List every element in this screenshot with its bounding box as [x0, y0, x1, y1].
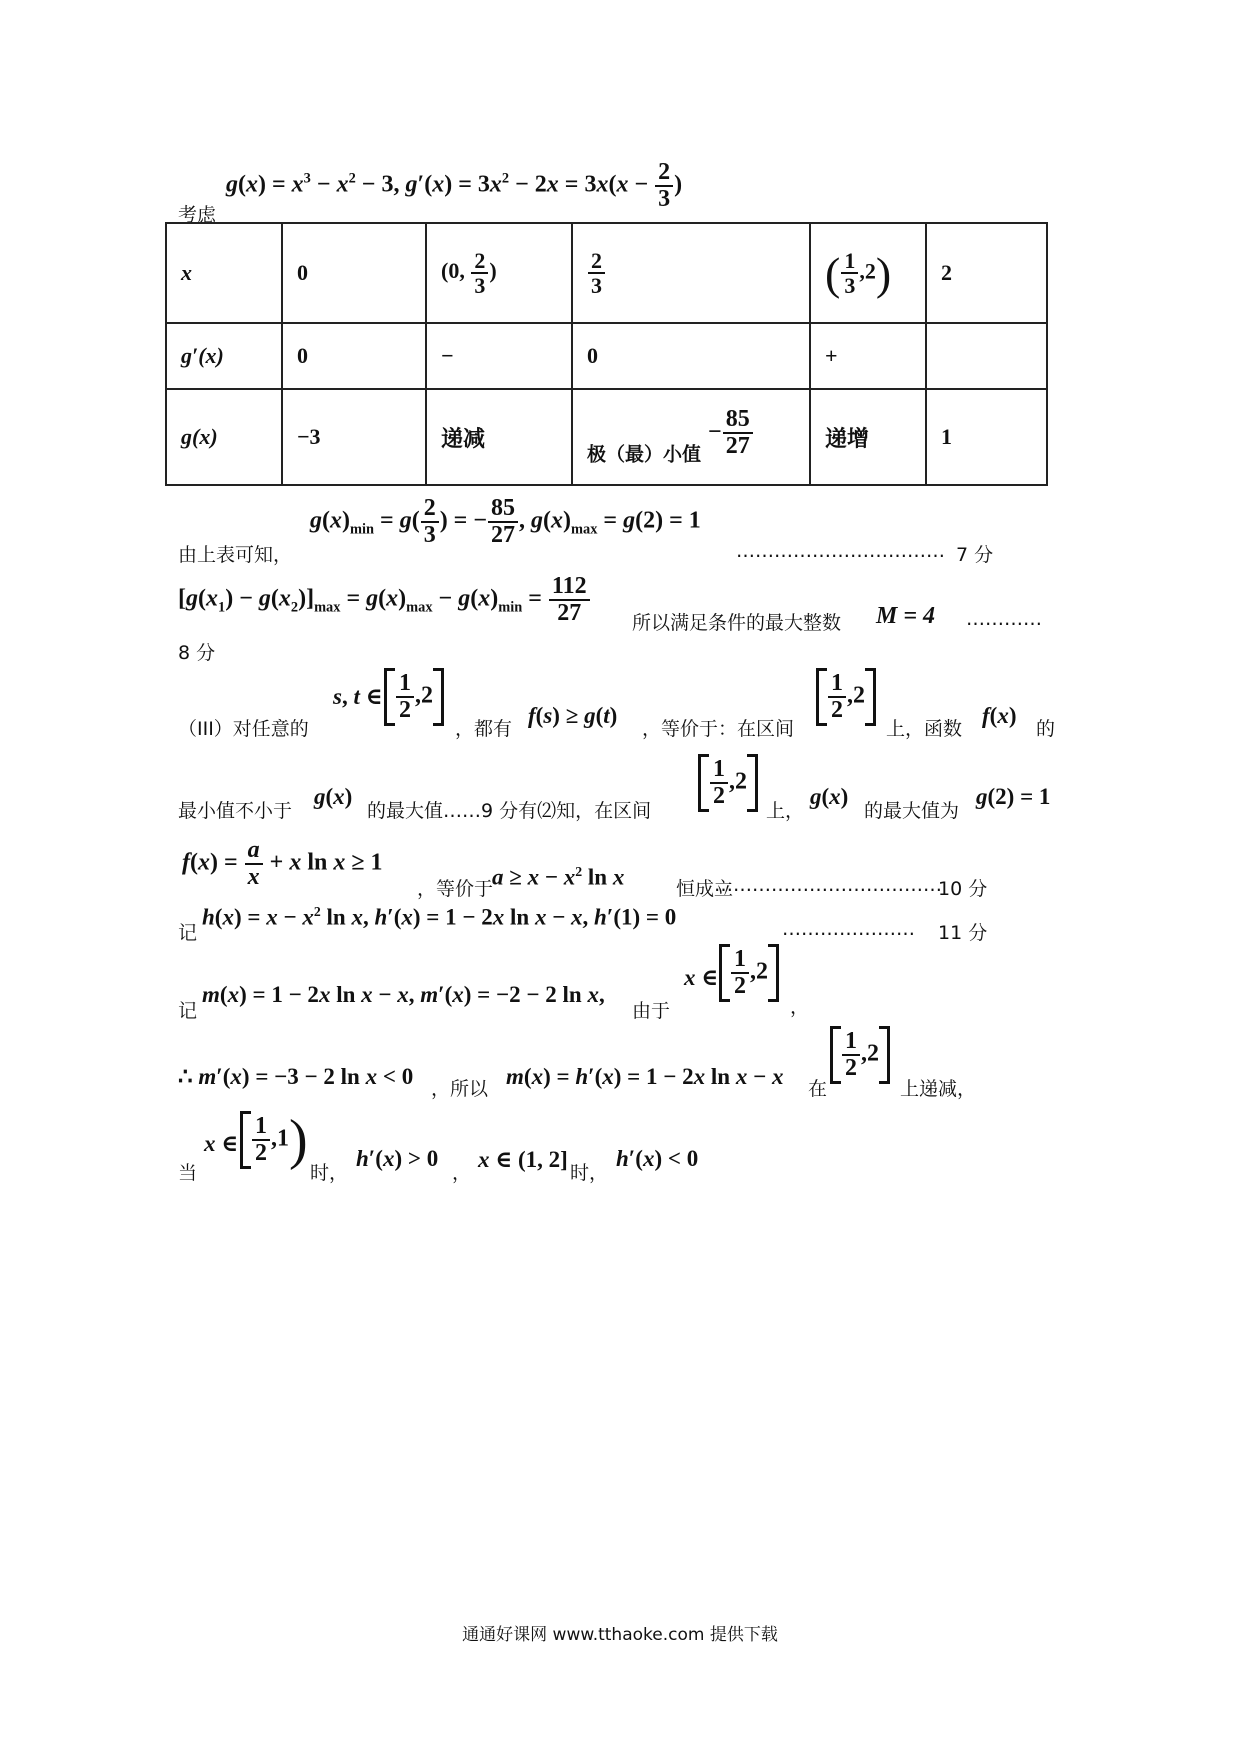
interval-half-2-d: $\frac{1}{2}$ ,2: [719, 944, 779, 1002]
table-head-g: g(x): [166, 389, 282, 485]
part3-t3: 上，函数: [886, 718, 963, 740]
part3-t1: ，都有: [455, 718, 513, 740]
part3-suoyi: ，所以: [431, 1078, 489, 1100]
hprime-pos: h′(x) > 0: [356, 1146, 439, 1171]
part3-ji2: 记: [178, 1000, 198, 1022]
part3-score11: 11 分: [938, 922, 988, 944]
interval-half-1: $\frac{1}{2}$ ,1): [240, 1108, 308, 1172]
table-cell-min: 极（最）小值 − $\frac{85}{27}$: [572, 389, 810, 485]
interval-half-2-b: $\frac{1}{2}$ ,2: [816, 668, 876, 726]
part3-youyu: 由于: [632, 1000, 671, 1022]
part3-t10: 恒成立: [676, 878, 734, 900]
part3-dijian: 上递减，: [900, 1078, 977, 1100]
line2-text: 所以满足条件的最大整数: [632, 612, 842, 634]
table-cell: +: [810, 323, 926, 389]
part3-dang: 当: [178, 1162, 198, 1184]
f-x-a: f(x): [982, 703, 1017, 728]
table-cell: 2: [926, 223, 1047, 323]
table-row-gprime: [166, 323, 1047, 389]
dots-10: ………………………………: [714, 874, 942, 896]
f-x-def: f(x) = $\frac{a}{x}$ + x ln x ≥ 1: [182, 837, 383, 891]
table-row-g: [166, 389, 1047, 485]
m-eq-hprime: m(x) = h′(x) = 1 − 2x ln x − x: [506, 1064, 784, 1089]
table-cell: (0, $\frac{2}{3}$ ): [426, 223, 572, 323]
table-cell: ( $\frac{1}{3}$ ,2): [810, 223, 926, 323]
part3-ji1: 记: [178, 922, 198, 944]
line1-formula: $g(x)_{min} = g$( $\frac{2}{3}$ ) = − $\frac{85}{27}$ , $g(x)_{max} = g(2) = 1$: [310, 495, 701, 549]
x-in-1-2: x ∈ (1, 2]: [478, 1147, 568, 1172]
h-x-def: $h(x) = x - x^2$ ln x, h′(x) = 1 − 2x ln x − x, h′(1) = 0: [202, 904, 677, 930]
part3-t6: 的最大值……9 分有⑵知，在区间: [367, 800, 652, 822]
table-cell: 0: [282, 323, 426, 389]
table-cell: 递增: [810, 389, 926, 485]
table-cell: −3: [282, 389, 426, 485]
interval-half-2-c: $\frac{1}{2}$ ,2: [698, 754, 758, 812]
g2-eq-1: g(2) = 1: [976, 784, 1051, 809]
line1-score: 7 分: [956, 544, 994, 566]
s-t-in: s, t ∈: [333, 684, 383, 709]
line2-m-value: M = 4: [876, 603, 936, 629]
intro-label: 考虑: [178, 204, 217, 226]
part3-shi2: 时，: [570, 1162, 609, 1184]
table-cell: −: [426, 323, 572, 389]
comma-g: ，: [452, 1162, 472, 1184]
table-cell: 递减: [426, 389, 572, 485]
line1-dots: ……………………………: [736, 540, 945, 562]
f-s-ge-g-t: f(s) ≥ g(t): [528, 703, 618, 728]
table-cell: 1: [926, 389, 1047, 485]
table-head-gprime: g′(x): [166, 323, 282, 389]
x-in-b: x ∈: [204, 1131, 239, 1156]
dots-11: …………………: [782, 918, 915, 940]
part3-t7: 上，: [766, 800, 805, 822]
interval-half-2-a: $\frac{1}{2}$ ,2: [384, 668, 444, 726]
intro-formula: $g(x) = x^3 - x^2 - 3$, $g'(x) = 3x^2 - 2x = 3x(x$ − $\frac{2}{3}$ ): [226, 159, 683, 213]
table-head-x: x: [166, 223, 282, 323]
part3-t8: 的最大值为: [864, 800, 960, 822]
part3-score10: 10 分: [938, 878, 988, 900]
line2-score: 8 分: [178, 642, 216, 664]
table-cell: [926, 323, 1047, 389]
m-prime-neg: ∴ m′(x) = −3 − 2 ln x < 0: [178, 1064, 414, 1089]
interval-half-2-e: $\frac{1}{2}$ ,2: [830, 1026, 890, 1084]
part3-t9: ，等价于: [417, 878, 494, 900]
part3-shi1: 时，: [310, 1162, 349, 1184]
table-cell: 0: [572, 323, 810, 389]
comma-e: ，: [790, 996, 810, 1018]
part3-zai: 在: [808, 1078, 828, 1100]
table-cell: $\frac{2}{3}$: [572, 223, 810, 323]
part3-t4: 的: [1036, 718, 1056, 740]
hprime-neg: h′(x) < 0: [616, 1146, 699, 1171]
derivative-table: [165, 222, 1048, 486]
line1-text: 由上表可知，: [178, 544, 293, 566]
table-cell: 0: [282, 223, 426, 323]
m-x-def: m(x) = 1 − 2x ln x − x, m′(x) = −2 − 2 ln x,: [202, 982, 605, 1007]
g-x-b: g(x): [810, 784, 849, 809]
line2-dots: …………: [966, 608, 1042, 630]
part3-t2: ，等价于：在区间: [642, 718, 795, 740]
g-x-a: g(x): [314, 784, 353, 809]
table-row-x: [166, 223, 1047, 323]
part3-t5: 最小值不小于: [178, 800, 293, 822]
line2-formula: $[g(x_1) - g(x_2)]_{max} = g(x)_{max} - g(x)_{min}$ = $\frac{112}{27}$: [178, 574, 591, 626]
part3-label: （III）对任意的: [178, 718, 309, 740]
x-in-a: x ∈: [684, 965, 719, 990]
a-ineq: $a \ge x - x^2$ ln x: [492, 864, 625, 890]
footer-text: 通通好课网 www.tthaoke.com 提供下载: [462, 1625, 778, 1645]
